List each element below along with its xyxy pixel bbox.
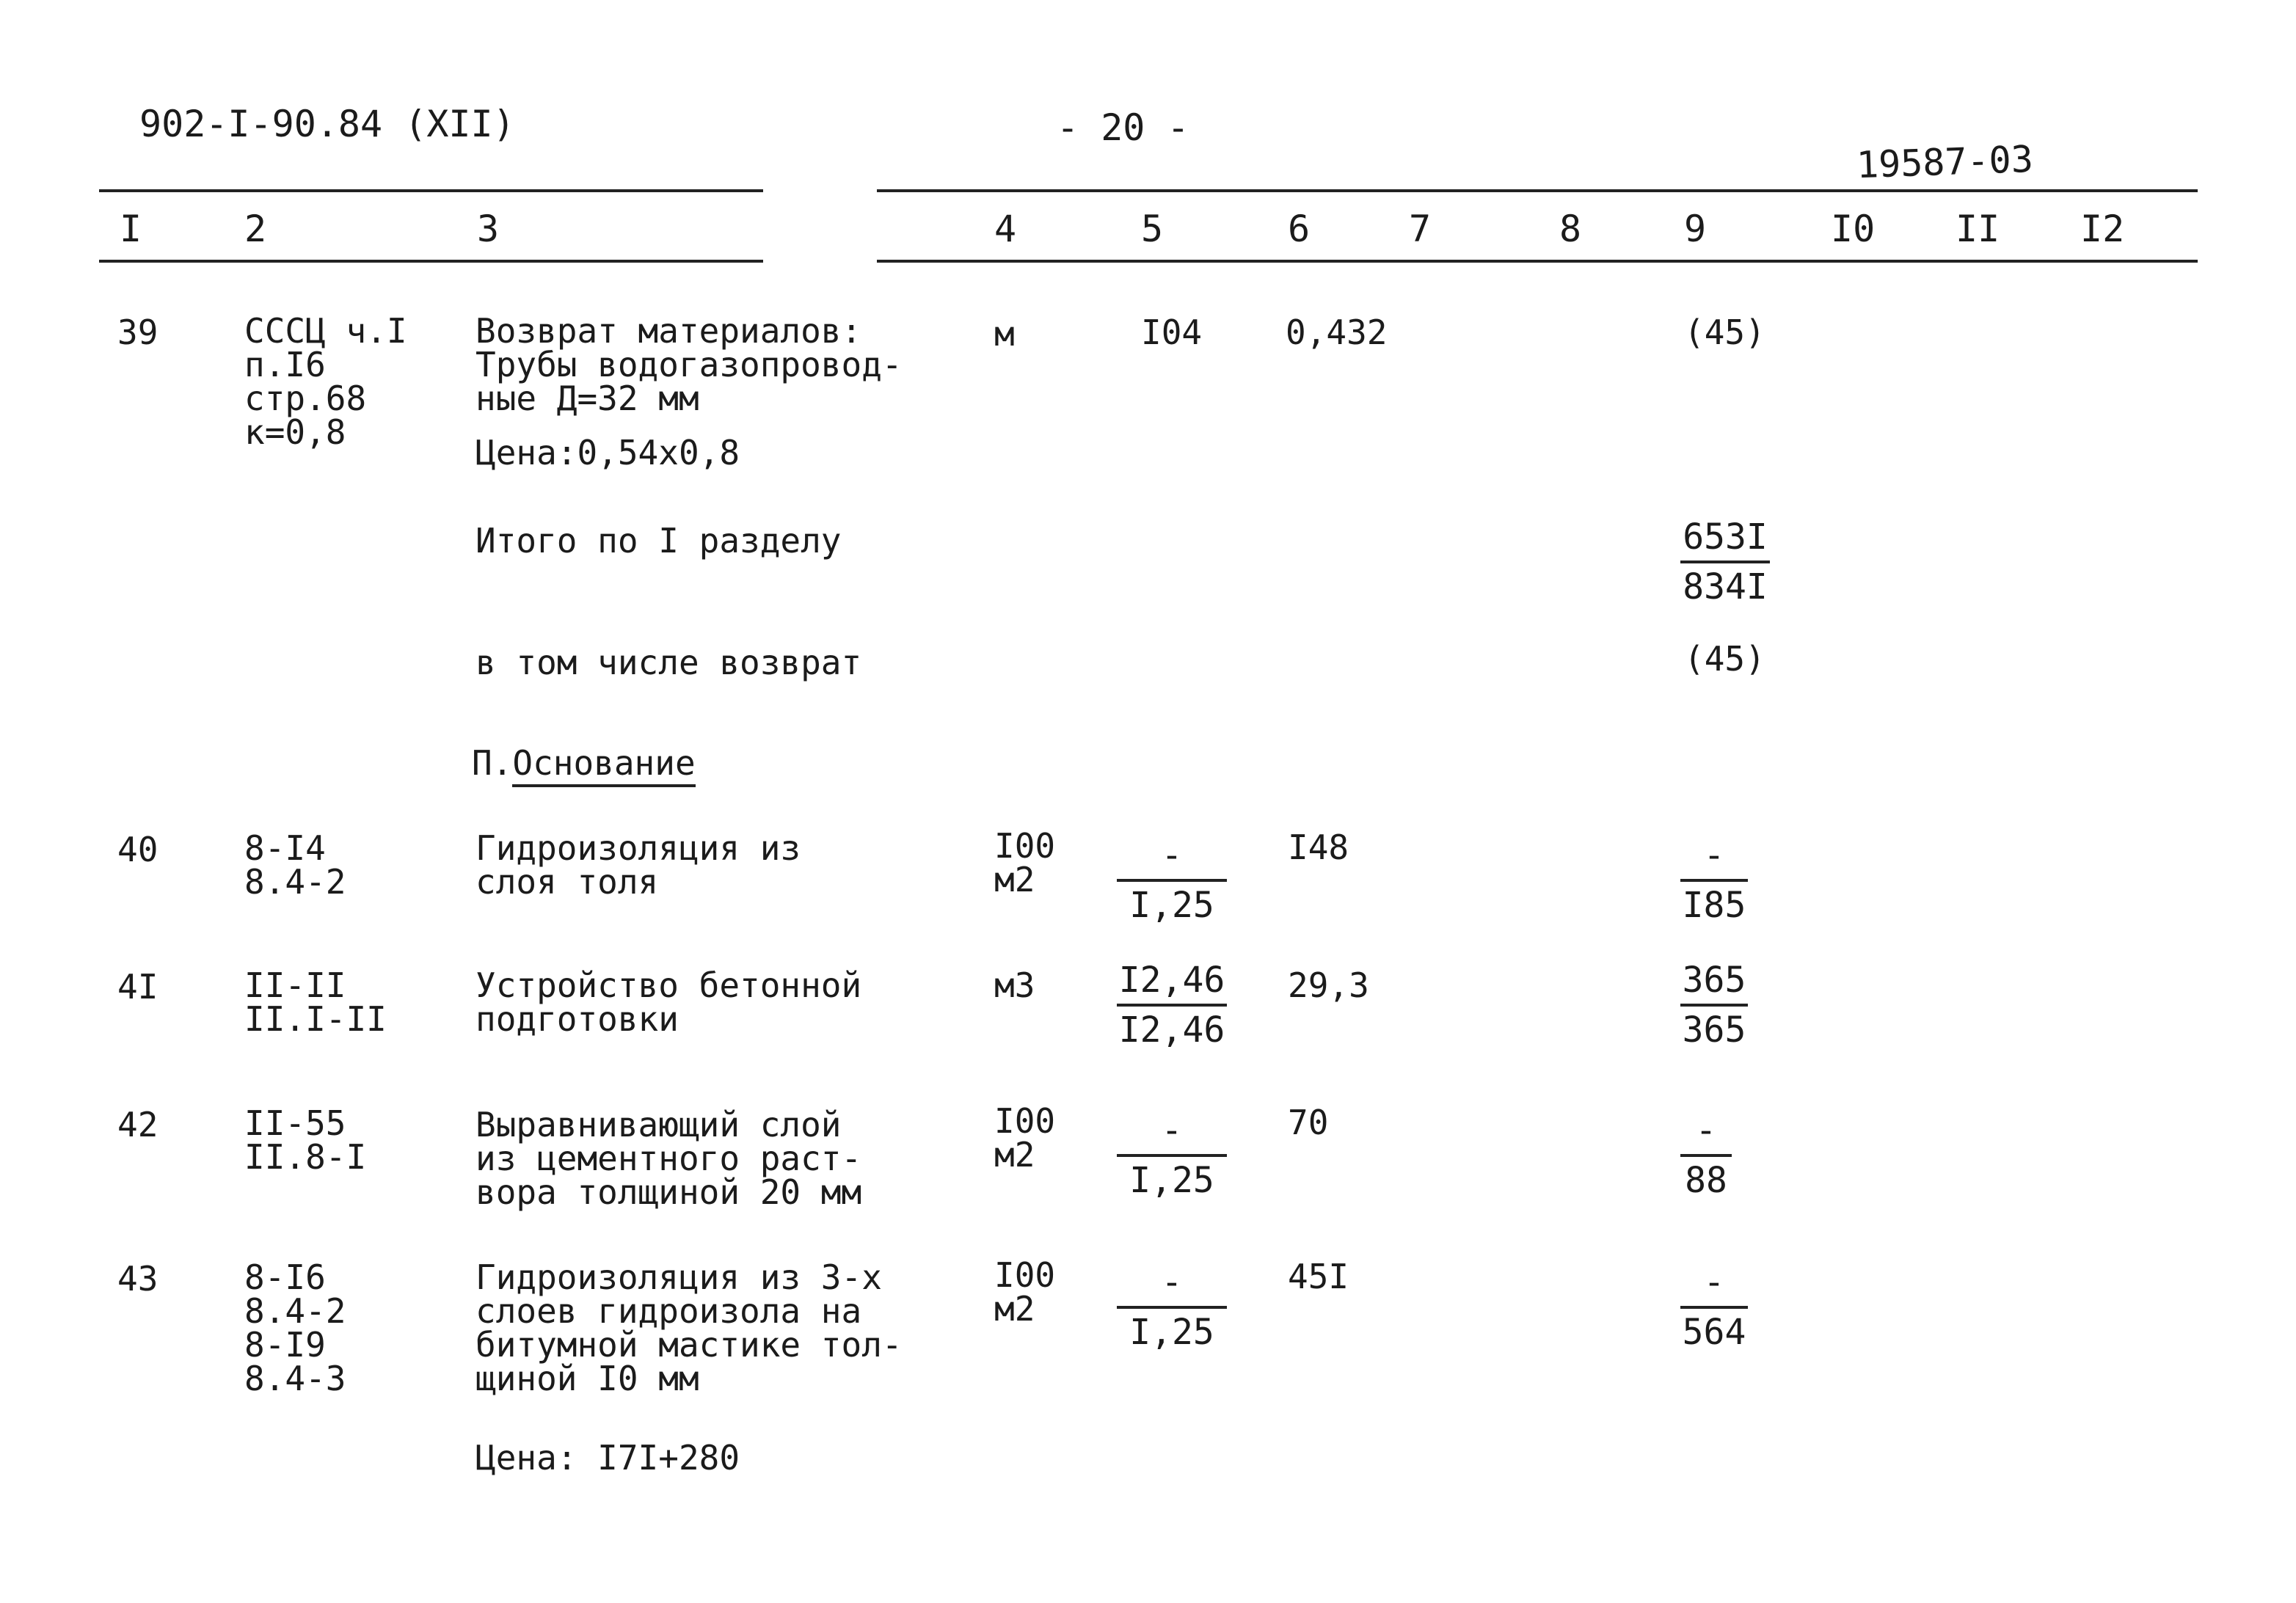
header-rule-bottom-left xyxy=(99,260,763,263)
fraction-bar xyxy=(1680,879,1748,882)
unit: I00 м2 xyxy=(994,1101,1056,1175)
total-fraction xyxy=(1680,1263,1748,1351)
unit: м xyxy=(994,314,1015,354)
col-header-7: 7 xyxy=(1409,208,1432,250)
quantity-top: - xyxy=(1161,1262,1183,1303)
price-note: Цена: I7I+280 xyxy=(475,1438,740,1478)
return-label: в том числе возврат xyxy=(475,643,862,682)
fraction-bar xyxy=(1117,1306,1227,1309)
col-header-9: 9 xyxy=(1684,208,1707,250)
unit: I00 м2 xyxy=(994,826,1056,899)
page-number: - 20 - xyxy=(1057,106,1189,149)
unit-price: 70 xyxy=(1288,1103,1329,1142)
return-value: (45) xyxy=(1684,639,1765,679)
quantity-bottom: I,25 xyxy=(1129,885,1214,926)
unit-price: 29,3 xyxy=(1288,965,1369,1005)
fraction-bar xyxy=(1117,1004,1227,1007)
row-number: 40 xyxy=(117,830,158,869)
quantity: I04 xyxy=(1141,313,1203,352)
col-header-10: I0 xyxy=(1831,208,1876,250)
quantity-top: - xyxy=(1161,835,1183,876)
total-top: 365 xyxy=(1682,960,1746,1001)
col-header-4: 4 xyxy=(994,208,1017,250)
col-header-2: 2 xyxy=(244,208,267,250)
unit: I00 м2 xyxy=(994,1255,1056,1329)
col-header-12: I2 xyxy=(2080,208,2125,250)
total-bottom: 564 xyxy=(1682,1312,1746,1353)
total-bottom: 365 xyxy=(1682,1009,1746,1051)
work-description: Устройство бетонной подготовки xyxy=(475,965,862,1039)
total-top: - xyxy=(1703,835,1725,876)
quantity-fraction xyxy=(1117,1111,1227,1199)
header-rule-bottom-right xyxy=(877,260,2198,263)
quantity-top: - xyxy=(1161,1110,1183,1151)
quantity-bottom: I2,46 xyxy=(1118,1009,1225,1051)
subtotal-label: Итого по I разделу xyxy=(475,521,842,560)
norm-code: 8-I6 8.4-2 8-I9 8.4-3 xyxy=(244,1257,346,1398)
fraction-bar xyxy=(1680,560,1770,563)
quantity-bottom: I,25 xyxy=(1129,1160,1214,1201)
unit-price: I48 xyxy=(1288,828,1349,867)
header-rule-top-right xyxy=(877,189,2198,192)
col-header-11: II xyxy=(1956,208,2000,250)
unit-price: 45I xyxy=(1288,1257,1349,1296)
total-top: - xyxy=(1695,1110,1717,1151)
total-fraction xyxy=(1680,836,1748,924)
total-bottom: 88 xyxy=(1685,1160,1727,1201)
norm-code: II-II II.I-II xyxy=(244,965,387,1039)
col-header-5: 5 xyxy=(1141,208,1164,250)
subtotal-fraction xyxy=(1680,518,1770,606)
quantity-fraction xyxy=(1117,1263,1227,1351)
col-header-3: 3 xyxy=(477,208,500,250)
archive-stamp: 19587-03 xyxy=(1856,137,2034,187)
col-header-8: 8 xyxy=(1559,208,1582,250)
row-number: 43 xyxy=(117,1259,158,1299)
header-rule-top-left xyxy=(99,189,763,192)
norm-code: 8-I4 8.4-2 xyxy=(244,828,346,902)
norm-code: СССЦ ч.I п.I6 стр.68 к=0,8 xyxy=(244,311,407,452)
section-heading xyxy=(472,745,696,781)
work-description: Гидроизоляция из 3-х слоев гидроизола на битумной мастике тол- щиной I0 мм xyxy=(475,1257,903,1398)
norm-code: II-55 II.8-I xyxy=(244,1103,367,1177)
section-title: Основание xyxy=(512,743,695,787)
document-code: 902-I-90.84 (XII) xyxy=(139,103,515,145)
work-description: Возврат материалов: Трубы водогазопровод- ные Д=32 мм xyxy=(475,311,903,418)
fraction-bar xyxy=(1680,1306,1748,1309)
unit-price: 0,432 xyxy=(1286,313,1388,352)
total-fraction xyxy=(1680,961,1748,1049)
work-description: Гидроизоляция из слоя толя xyxy=(475,828,801,902)
col-header-1: I xyxy=(120,208,142,250)
subtotal-top: 653I xyxy=(1683,516,1768,558)
fraction-bar xyxy=(1117,1154,1227,1157)
quantity-bottom: I,25 xyxy=(1129,1312,1214,1353)
quantity-top: I2,46 xyxy=(1118,960,1225,1001)
total-cost: (45) xyxy=(1684,313,1765,352)
total-fraction xyxy=(1680,1111,1732,1199)
unit: м3 xyxy=(994,965,1035,1005)
quantity-fraction xyxy=(1117,961,1227,1049)
fraction-bar xyxy=(1680,1154,1732,1157)
price-note: Цена:0,54х0,8 xyxy=(475,433,740,472)
quantity-fraction xyxy=(1117,836,1227,924)
col-header-6: 6 xyxy=(1288,208,1311,250)
row-number: 4I xyxy=(117,967,158,1007)
fraction-bar xyxy=(1680,1004,1748,1007)
fraction-bar xyxy=(1117,879,1227,882)
row-number: 39 xyxy=(117,313,158,352)
section-prefix: П. xyxy=(472,743,513,783)
total-top: - xyxy=(1703,1262,1725,1303)
subtotal-bottom: 834I xyxy=(1683,566,1768,607)
work-description: Выравнивающий слой из цементного раст- вора толщиной 20 мм xyxy=(475,1105,862,1212)
total-bottom: I85 xyxy=(1682,885,1746,926)
row-number: 42 xyxy=(117,1105,158,1144)
